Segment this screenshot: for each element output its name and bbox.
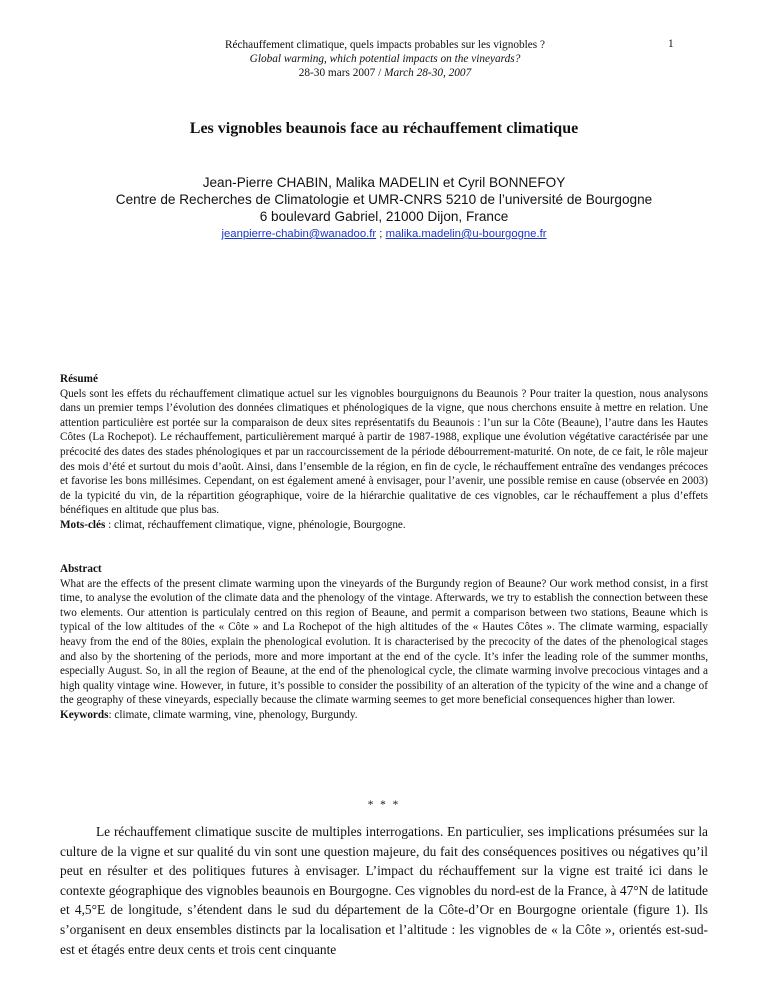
abstract-keywords xyxy=(60,708,708,723)
abstract-section xyxy=(60,562,708,723)
section-separator: * * * xyxy=(367,799,401,811)
abstract-keywords-label: Keywords xyxy=(60,708,109,721)
header-dates-fr: 28-30 mars 2007 xyxy=(298,67,376,79)
resume-text: Quels sont les effets du réchauffement climatique actuel sur les vignobles bourguignons du Beaunois ? Pour traiter la question, nous analysons dans un premier temps l’évolution des données climatiques et phénologiques de la vigne, que nous cherchons ensuite à mettre en relation. Une attention particulière est portée sur la comparaison de deux sites représentatifs du Beaunois : l’un sur la Côte (Beaune), l’autre dans les Hautes Côtes (La Rochepot). Le réchauffement, particulièrement marqué à partir de 1987-1988, explique une évolution végétative caractérisée par une précocité des dates des stades phénologiques et par un raccourcissement de la période débourrement-maturité. On note, de ce fait, le rôle majeur des mois d’été et surtout du mois d’août. Ainsi, dans l’ensemble de la région, en fin de cycle, le réchauffement entraîne des vendanges précoces et favorise les bons millésimes. Cependant, on est également amené à envisager, pour l’avenir, une possible remise en cause (observée en 2003) de la typicité du vin, de la répartition géographique, voire de la hiérarchie qualitative de ces vignobles, car le réchauffement a plus d’effets bénéfiques en altitude que plus bas. xyxy=(60,387,708,517)
resume-keywords-label: Mots-clés xyxy=(60,518,106,531)
abstract-keywords-list: : climate, climate warming, vine, phenology, Burgundy. xyxy=(108,708,358,721)
author-names: Jean-Pierre CHABIN, Malika MADELIN et Cyril BONNEFOY xyxy=(202,175,566,190)
resume-keywords-list: : climat, réchauffement climatique, vigne, phénologie, Bourgogne. xyxy=(105,518,406,531)
email-link-madelin[interactable]: malika.madelin@u-bourgogne.fr xyxy=(385,228,547,240)
abstract-heading: Abstract xyxy=(60,563,102,575)
header-dates xyxy=(150,66,620,80)
email-link-chabin[interactable]: jeanpierre-chabin@wanadoo.fr xyxy=(221,228,377,240)
intro-paragraph: Le réchauffement climatique suscite de multiples interrogations. En particulier, ses implications présumées sur la culture de la vigne et sur qualité du vin sont une question majeure, du fait des conséquences positives ou négatives qu’il peut en résulter et des politiques futures à envisager. L’impact du réchauffement sur la vigne est traité ici dans le contexte géographique des vignobles beaunois en Bourgogne. Ces vignobles du nord-est de la France, à 47°N de latitude et 4,5°E de longitude, s’étendent dans le sud du département de la Côte-d’Or en Bourgogne orientale (figure 1). Ils s’organisent en deux ensembles distincts par la localisation et l’altitude : les vignobles de « la Côte », orientés est-sud-est et étagés entre deux cents et trois cent cinquante xyxy=(60,824,708,957)
resume-section xyxy=(60,372,708,533)
header-title-fr: Réchauffement climatique, quels impacts probables sur les vignobles ? xyxy=(224,39,546,51)
author-emails xyxy=(60,227,708,242)
page-number: 1 xyxy=(668,38,674,50)
author-affiliation: Centre de Recherches de Climatologie et UMR-CNRS 5210 de l’université de Bourgogne xyxy=(115,192,653,207)
resume-heading: Résumé xyxy=(60,373,98,385)
email-separator: ; xyxy=(376,228,386,240)
header-dates-separator: / xyxy=(375,67,385,79)
author-address: 6 boulevard Gabriel, 21000 Dijon, France xyxy=(259,209,509,224)
running-header xyxy=(150,38,620,80)
paper-title: Les vignobles beaunois face au réchauffement climatique xyxy=(189,120,579,137)
resume-keywords xyxy=(60,518,708,533)
header-dates-en: March 28-30, 2007 xyxy=(384,67,472,79)
abstract-text: What are the effects of the present climate warming upon the vineyards of the Burgundy region of Beaune? Our work method consist, in a first time, to analyse the evolution of the climate data and the phenology of the vintage. Afterwards, we try to establish the connection between these two elements. Our attention is particulaly centred on this region of Beaune, and permit a comparison between two stations, Beaune which is typical of the low altitudes of the « Côte » and La Rochepot of the high altitudes of the « Hautes Côtes ». The climate warming, espacially heavy from the end of the 80ies, explain the phenological evolution. It is characterised by the precocity of the dates of the phenological stages and also by the shortening of the periods, more and more important at the end of the cycle. It’s infer the leading role of the summer months, especially August. So, in all the region of Beaune, at the end of the phenological cycle, the climate warming involve precocious vintages and a high quality vintage wine. However, in future, it’s possible to consider the possibility of an alteration of the typicity of the wine and a change of the geography of these vineyards, especially because the climate warming seemes to get more beneficial consequences higher than lower. xyxy=(60,577,708,707)
header-title-en: Global warming, which potential impacts on the vineyards? xyxy=(249,53,521,65)
authors-block xyxy=(60,174,708,242)
